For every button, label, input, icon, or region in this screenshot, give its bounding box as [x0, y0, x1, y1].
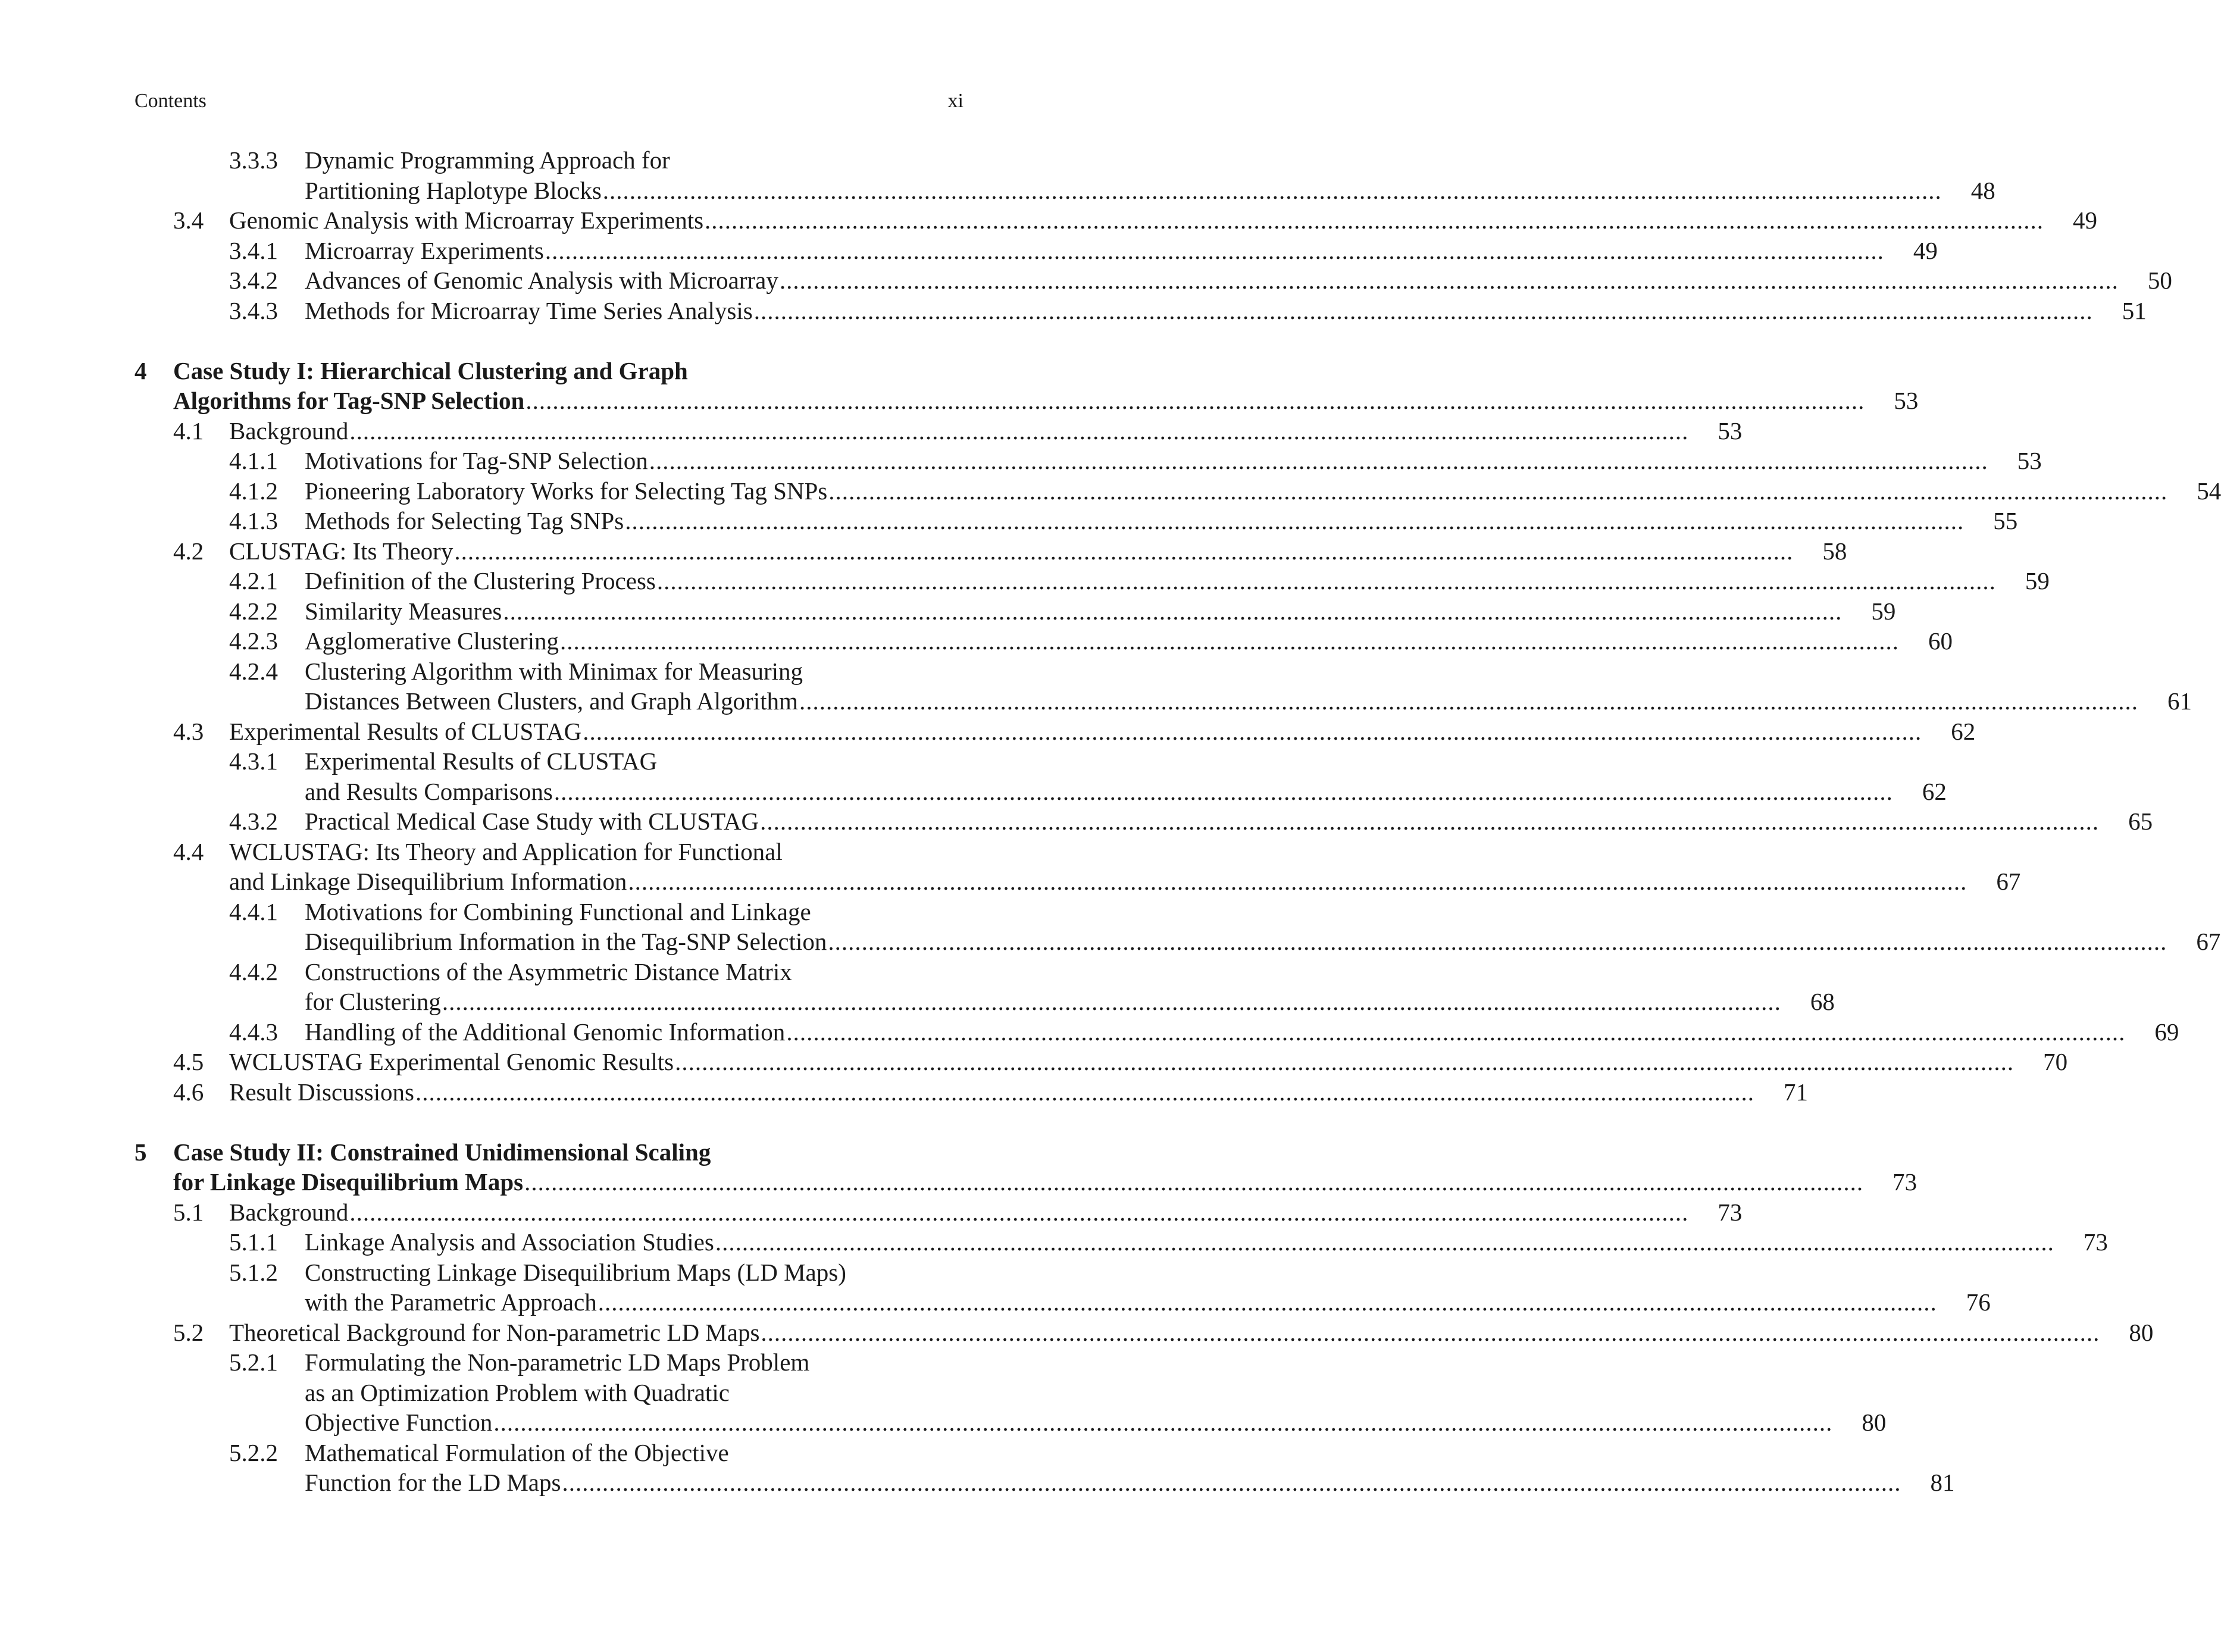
toc-entry-number: 4.4.3 — [229, 1018, 278, 1046]
toc-section-entry[interactable] — [173, 416, 1743, 446]
toc-entry-title: Theoretical Background for Non-parametric LD Maps — [229, 1319, 760, 1346]
dot-leader: ........................................................................................................................................................................................................ — [799, 687, 2138, 715]
toc-subsection-entry[interactable] — [229, 566, 2050, 596]
dot-leader: ........................................................................................................................................................................................................ — [349, 417, 1689, 445]
toc-entry-title: WCLUSTAG: Its Theory and Application for Functional — [229, 838, 783, 865]
dot-leader: ........................................................................................................................................................................................................ — [562, 1469, 1901, 1496]
toc-section-entry[interactable] — [173, 536, 1847, 566]
toc-entry-number: 4.3 — [173, 718, 204, 745]
toc-entry-title: Motivations for Tag-SNP Selection — [305, 447, 648, 474]
dot-leader: ........................................................................................................................................................................................................ — [553, 778, 1893, 805]
dot-leader: ........................................................................................................................................................................................................ — [583, 718, 1922, 745]
dot-leader: ........................................................................................................................................................................................................ — [503, 597, 1843, 625]
toc-entry-title: with the Parametric Approach — [305, 1288, 597, 1316]
toc-section-entry[interactable] — [173, 205, 2098, 235]
toc-chapter-entry[interactable] — [173, 1167, 1917, 1197]
toc-entry-title: as an Optimization Problem with Quadratic — [305, 1379, 730, 1406]
running-header-page-number: xi — [947, 90, 964, 112]
toc-entry-title: Mathematical Formulation of the Objective — [305, 1439, 729, 1466]
dot-leader: ........................................................................................................................................................................................................ — [598, 1288, 1937, 1316]
toc-entry-number: 5.2 — [173, 1319, 204, 1346]
dot-leader: ........................................................................................................................................................................................................ — [675, 1048, 2014, 1075]
toc-section-entry[interactable] — [173, 1197, 1743, 1227]
toc-entry-number: 4.5 — [173, 1048, 204, 1075]
toc-entry-number: 4 — [134, 357, 147, 384]
dot-leader: ........................................................................................................................................................................................................ — [602, 177, 1942, 204]
toc-page-number: 60 — [1928, 627, 1953, 655]
toc-entry-number: 5 — [134, 1138, 147, 1166]
toc-entry-number: 3.4.1 — [229, 237, 278, 264]
toc-entry-title: Agglomerative Clustering — [305, 627, 559, 655]
toc-entry-title: and Linkage Disequilibrium Information — [229, 868, 627, 895]
toc-page-number: 69 — [2154, 1018, 2179, 1046]
toc-page-number: 81 — [1930, 1469, 1955, 1496]
dot-leader: ........................................................................................................................................................................................................ — [415, 1078, 1754, 1106]
dot-leader: ........................................................................................................................................................................................................ — [705, 206, 2044, 234]
toc-section-entry[interactable] — [173, 717, 1976, 746]
toc-section-entry[interactable] — [229, 866, 2021, 896]
toc-page-number: 50 — [2147, 267, 2172, 294]
toc-entry-title: Practical Medical Case Study with CLUSTAG — [305, 808, 759, 835]
toc-entry-title: Experimental Results of CLUSTAG — [305, 747, 658, 775]
toc-entry-number: 4.4.2 — [229, 958, 278, 985]
toc-entry-number: 4.3.2 — [229, 808, 278, 835]
toc-page-number: 62 — [1922, 778, 1947, 805]
dot-leader: ........................................................................................................................................................................................................ — [524, 1168, 1864, 1196]
toc-entry-title: Formulating the Non-parametric LD Maps Problem — [305, 1348, 810, 1376]
toc-entry-number: 4.2.1 — [229, 567, 278, 595]
toc-entry-title: Objective Function — [305, 1409, 493, 1436]
toc-entry-title: Handling of the Additional Genomic Information — [305, 1018, 786, 1046]
dot-leader: ........................................................................................................................................................................................................ — [349, 1199, 1689, 1226]
toc-subsection-entry[interactable] — [229, 1017, 2179, 1047]
toc-subsection-entry[interactable] — [229, 626, 1953, 656]
dot-leader: ........................................................................................................................................................................................................ — [760, 808, 2100, 835]
toc-section-entry[interactable] — [173, 1077, 1808, 1107]
toc-entry-title: Dynamic Programming Approach for — [305, 146, 670, 174]
toc-page-number: 67 — [2196, 928, 2221, 955]
toc-entry-title: Algorithms for Tag-SNP Selection — [173, 387, 525, 414]
toc-page-number: 51 — [2122, 297, 2147, 324]
toc-page-number: 59 — [1871, 597, 1896, 625]
toc-entry-number: 4.4.1 — [229, 898, 278, 925]
toc-entry-title: Definition of the Clustering Process — [305, 567, 656, 595]
toc-page-number: 55 — [1993, 507, 2018, 534]
toc-subsection-entry[interactable] — [229, 476, 2221, 506]
toc-subsection-entry[interactable] — [229, 957, 964, 987]
toc-page-number: 76 — [1966, 1288, 1991, 1316]
toc-chapter-entry[interactable] — [134, 1137, 964, 1167]
toc-chapter-entry[interactable] — [173, 386, 1919, 415]
dot-leader: ........................................................................................................................................................................................................ — [525, 387, 1865, 414]
toc-subsection-entry[interactable] — [305, 686, 2192, 716]
toc-section-entry[interactable] — [173, 837, 964, 866]
toc-entry-title: Case Study I: Hierarchical Clustering and Graph — [173, 357, 688, 384]
toc-page-number: 73 — [1718, 1199, 1743, 1226]
dot-leader: ........................................................................................................................................................................................................ — [493, 1409, 1833, 1436]
toc-entry-number: 5.2.1 — [229, 1348, 278, 1376]
toc-subsection-entry[interactable] — [229, 1347, 964, 1377]
toc-subsection-entry[interactable] — [305, 1407, 1887, 1437]
dot-leader: ........................................................................................................................................................................................................ — [442, 988, 1781, 1015]
toc-entry-title: for Clustering — [305, 988, 441, 1015]
toc-page-number: 49 — [1913, 237, 1938, 264]
toc-page-number: 71 — [1783, 1078, 1808, 1106]
toc-subsection-entry[interactable] — [229, 656, 964, 686]
toc-entry-number: 3.4.3 — [229, 297, 278, 324]
dot-leader: ........................................................................................................................................................................................................ — [625, 507, 1965, 534]
toc-page-number: 73 — [2083, 1228, 2108, 1256]
toc-subsection-entry[interactable] — [229, 897, 964, 927]
toc-entry-title: Similarity Measures — [305, 597, 502, 625]
toc-page-number: 49 — [2073, 206, 2098, 234]
dot-leader: ........................................................................................................................................................................................................ — [828, 477, 2168, 505]
toc-entry-title: Clustering Algorithm with Minimax for Measuring — [305, 658, 803, 685]
toc-entry-number: 4.1.2 — [229, 477, 278, 505]
toc-subsection-entry[interactable] — [305, 987, 1835, 1016]
toc-entry-number: 4.2 — [173, 537, 204, 565]
toc-chapter-entry[interactable] — [134, 356, 964, 386]
toc-page-number: 48 — [1970, 177, 1995, 204]
toc-entry-number: 4.2.4 — [229, 658, 278, 685]
toc-page-number: 73 — [1892, 1168, 1917, 1196]
toc-page-number: 67 — [1996, 868, 2021, 895]
toc-section-entry[interactable] — [173, 1318, 2154, 1347]
toc-page-number: 80 — [1862, 1409, 1887, 1436]
toc-section-entry[interactable] — [173, 1047, 2068, 1077]
toc-entry-title: Linkage Analysis and Association Studies — [305, 1228, 714, 1256]
dot-leader: ........................................................................................................................................................................................................ — [560, 627, 1899, 655]
dot-leader: ........................................................................................................................................................................................................ — [656, 567, 1996, 595]
dot-leader: ........................................................................................................................................................................................................ — [628, 868, 1967, 895]
dot-leader: ........................................................................................................................................................................................................ — [649, 447, 1988, 474]
toc-subsection-entry[interactable] — [305, 777, 1947, 806]
toc-page-number: 61 — [2167, 687, 2192, 715]
toc-entry-number: 5.2.2 — [229, 1439, 278, 1466]
toc-subsection-entry[interactable] — [229, 746, 964, 776]
toc-entry-title: Advances of Genomic Analysis with Microarray — [305, 267, 778, 294]
toc-subsection-entry[interactable] — [305, 176, 1995, 205]
toc-entry-number: 4.2.3 — [229, 627, 278, 655]
dot-leader: ........................................................................................................................................................................................................ — [779, 267, 2119, 294]
toc-page-number: 68 — [1810, 988, 1835, 1015]
toc-page-number: 54 — [2197, 477, 2221, 505]
toc-entry-title: Motivations for Combining Functional and Linkage — [305, 898, 811, 925]
dot-leader: ........................................................................................................................................................................................................ — [786, 1018, 2126, 1046]
toc-subsection-entry[interactable] — [229, 1227, 2108, 1257]
toc-page-number: 65 — [2128, 808, 2153, 835]
toc-entry-number: 4.1.1 — [229, 447, 278, 474]
toc-subsection-entry[interactable] — [229, 596, 1896, 626]
toc-subsection-entry[interactable] — [305, 1378, 964, 1407]
toc-entry-title: and Results Comparisons — [305, 778, 553, 805]
toc-page-number: 80 — [2129, 1319, 2154, 1346]
running-header-title: Contents — [134, 90, 207, 112]
toc-subsection-entry[interactable] — [229, 236, 1938, 265]
toc-entry-title: Experimental Results of CLUSTAG — [229, 718, 582, 745]
toc-entry-title: Background — [229, 417, 349, 445]
toc-entry-number: 5.1 — [173, 1199, 204, 1226]
toc-page-number: 62 — [1951, 718, 1976, 745]
toc-entry-title: for Linkage Disequilibrium Maps — [173, 1168, 524, 1196]
toc-page-number: 59 — [2025, 567, 2050, 595]
toc-entry-title: Result Discussions — [229, 1078, 414, 1106]
toc-entry-number: 5.1.2 — [229, 1259, 278, 1286]
toc-entry-title: Constructing Linkage Disequilibrium Maps (LD Maps) — [305, 1259, 846, 1286]
toc-subsection-entry[interactable] — [229, 446, 2042, 475]
toc-entry-title: Methods for Microarray Time Series Analysis — [305, 297, 753, 324]
dot-leader: ........................................................................................................................................................................................................ — [753, 297, 2093, 324]
toc-entry-title: Distances Between Clusters, and Graph Algorithm — [305, 687, 798, 715]
toc-page-number: 53 — [2017, 447, 2042, 474]
toc-entry-number: 4.3.1 — [229, 747, 278, 775]
toc-entry-number: 4.4 — [173, 838, 204, 865]
toc-subsection-entry[interactable] — [229, 506, 2018, 536]
toc-subsection-entry[interactable] — [229, 296, 2147, 326]
toc-entry-title: Partitioning Haplotype Blocks — [305, 177, 602, 204]
toc-subsection-entry[interactable] — [229, 1257, 964, 1287]
toc-entry-title: Constructions of the Asymmetric Distance Matrix — [305, 958, 792, 985]
toc-page-number: 53 — [1894, 387, 1919, 414]
toc-subsection-entry[interactable] — [229, 1438, 964, 1468]
toc-page-number: 70 — [2043, 1048, 2068, 1075]
toc-entry-number: 4.2.2 — [229, 597, 278, 625]
dot-leader: ........................................................................................................................................................................................................ — [454, 537, 1794, 565]
toc-entry-number: 4.1.3 — [229, 507, 278, 534]
dot-leader: ........................................................................................................................................................................................................ — [761, 1319, 2100, 1346]
toc-subsection-entry[interactable] — [305, 1287, 1991, 1317]
toc-entry-number: 3.4.2 — [229, 267, 278, 294]
toc-subsection-entry[interactable] — [305, 927, 2221, 956]
toc-entry-number: 3.3.3 — [229, 146, 278, 174]
toc-subsection-entry[interactable] — [305, 1468, 1955, 1497]
toc-entry-title: CLUSTAG: Its Theory — [229, 537, 453, 565]
toc-page-number: 53 — [1718, 417, 1743, 445]
toc-entry-number: 4.6 — [173, 1078, 204, 1106]
toc-entry-title: Methods for Selecting Tag SNPs — [305, 507, 624, 534]
toc-entry-title: Function for the LD Maps — [305, 1469, 561, 1496]
toc-entry-title: Disequilibrium Information in the Tag-SNP Selection — [305, 928, 827, 955]
toc-entry-title: Pioneering Laboratory Works for Selecting Tag SNPs — [305, 477, 828, 505]
toc-entry-title: Microarray Experiments — [305, 237, 544, 264]
toc-entry-title: Background — [229, 1199, 349, 1226]
toc-entry-number: 3.4 — [173, 206, 204, 234]
toc-page-number: 58 — [1822, 537, 1847, 565]
toc-entry-title: Genomic Analysis with Microarray Experiments — [229, 206, 704, 234]
toc-subsection-entry[interactable] — [229, 806, 2153, 836]
toc-entry-number: 5.1.1 — [229, 1228, 278, 1256]
toc-entry-number: 4.1 — [173, 417, 204, 445]
toc-entry-title: WCLUSTAG Experimental Genomic Results — [229, 1048, 674, 1075]
dot-leader: ........................................................................................................................................................................................................ — [828, 928, 2167, 955]
dot-leader: ........................................................................................................................................................................................................ — [715, 1228, 2054, 1256]
dot-leader: ........................................................................................................................................................................................................ — [545, 237, 1884, 264]
toc-subsection-entry[interactable] — [229, 265, 2172, 295]
toc-entry-title: Case Study II: Constrained Unidimensional Scaling — [173, 1138, 711, 1166]
toc-subsection-entry[interactable] — [229, 145, 964, 175]
